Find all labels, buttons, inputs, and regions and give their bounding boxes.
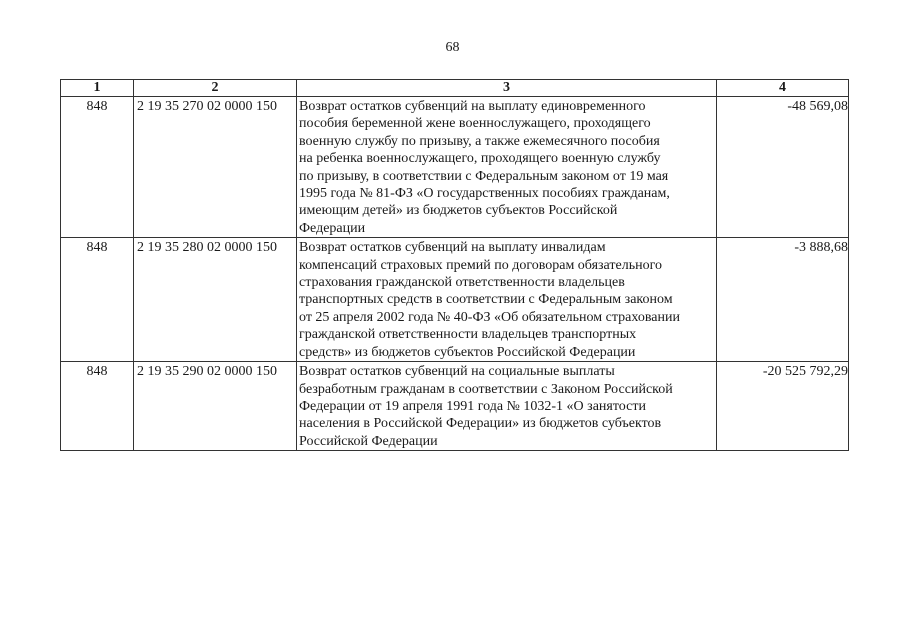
- description-line: Федерации: [299, 220, 366, 236]
- kbk-code-cell: 2 19 35 270 02 0000 150: [134, 97, 297, 238]
- column-header-1: 1: [61, 80, 134, 97]
- description-line: пособия беременной жене военнослужащего, проходящего: [299, 116, 651, 132]
- table-row: [61, 97, 849, 238]
- description-line: средств» из бюджетов субъектов Российской Федерации: [299, 344, 636, 360]
- table-row: [61, 238, 849, 362]
- description-cell: [297, 97, 717, 238]
- description-line: безработным гражданам в соответствии с Законом Российской: [299, 381, 673, 397]
- description-line: Возврат остатков субвенций на социальные выплаты: [299, 364, 615, 380]
- description-line: имеющим детей» из бюджетов субъектов Российской: [299, 203, 618, 219]
- table-body: [61, 97, 849, 451]
- description-line: Возврат остатков субвенций на выплату инвалидам: [299, 240, 606, 256]
- amount-cell: -48 569,08: [717, 97, 849, 238]
- column-header-4: 4: [717, 80, 849, 97]
- description-line: компенсаций страховых премий по договорам обязательного: [299, 257, 662, 273]
- description-line: Российской Федерации: [299, 433, 438, 449]
- description-line: военную службу по призыву, а также ежемесячного пособия: [299, 133, 660, 149]
- budget-table: [60, 79, 849, 451]
- description-line: 1995 года № 81-ФЗ «О государственных пособиях гражданам,: [299, 186, 670, 202]
- description-line: по призыву, в соответствии с Федеральным законом от 19 мая: [299, 168, 669, 184]
- table-row: [61, 362, 849, 451]
- admin-code-cell: 848: [61, 238, 134, 362]
- description-line: Федерации от 19 апреля 1991 года № 1032-1 «О занятости: [299, 398, 646, 414]
- column-header-3: 3: [297, 80, 717, 97]
- description-line: Возврат остатков субвенций на выплату единовременного: [299, 99, 646, 114]
- column-header-2: 2: [134, 80, 297, 97]
- description-line: транспортных средств в соответствии с Федеральным законом: [299, 292, 673, 308]
- admin-code-cell: 848: [61, 362, 134, 451]
- amount-cell: -20 525 792,29: [717, 362, 849, 451]
- kbk-code-cell: 2 19 35 290 02 0000 150: [134, 362, 297, 451]
- description-line: от 25 апреля 2002 года № 40-ФЗ «Об обязательном страховании: [299, 309, 680, 325]
- description-line: гражданской ответственности владельцев транспортных: [299, 327, 637, 343]
- page-number: 68: [445, 40, 460, 55]
- kbk-code-cell: 2 19 35 280 02 0000 150: [134, 238, 297, 362]
- admin-code-cell: 848: [61, 97, 134, 238]
- description-line: населения в Российской Федерации» из бюджетов субъектов: [299, 416, 662, 432]
- description-line: страхования гражданской ответственности владельцев: [299, 275, 625, 291]
- table-header-row: [61, 80, 849, 97]
- description-line: на ребенка военнослужащего, проходящего военную службу: [299, 151, 661, 167]
- amount-cell: -3 888,68: [717, 238, 849, 362]
- description-cell: [297, 238, 717, 362]
- description-cell: [297, 362, 717, 451]
